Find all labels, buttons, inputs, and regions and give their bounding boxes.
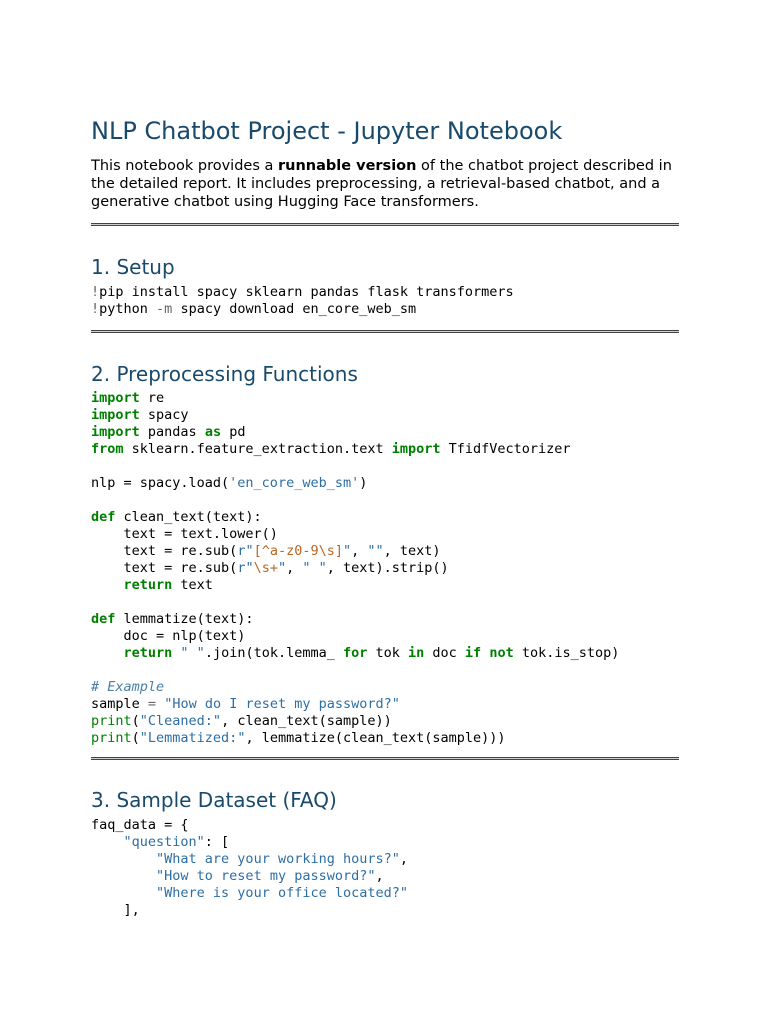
section-heading-preprocessing: 2. Preprocessing Functions [91,362,358,386]
section-heading-setup: 1. Setup [91,255,175,279]
code-block-dataset: faq_data = { "question": [ "What are your working hours?", "How to reset my password?", "Where is your office located?" ], [91,817,409,918]
intro-text-start: This notebook provides a [91,158,278,174]
intro-text-end: of the chatbot project described in the detailed report. It includes preprocessing, a retrieval-based chatbot, and a generative chatbot using Hugging Face transformers. [91,158,672,210]
intro-paragraph [91,157,691,211]
section-divider [91,757,679,760]
section-divider [91,223,679,226]
section-heading-dataset: 3. Sample Dataset (FAQ) [91,788,337,812]
code-block-preprocessing: import re import spacy import pandas as pd from sklearn.feature_extraction.text import TfidfVectorizer nlp = spacy.load('en_core_web_sm') def clean_text(text): text = text.lower() text = re.sub(r"[^a-z0-9\s]", "", text) text = re.sub(r"\s+", " ", text).strip() return text def lemmatize(text): doc = nlp(text) return " ".join(tok.lemma_ for tok in doc if not tok.is_stop) # Example sample = "How do I reset my password?" print("Cleaned:", clean_text(sample)) print("Lemmatized:", lemmatize(clean_text(sample))) [91,390,620,746]
section-divider [91,330,679,333]
page-title: NLP Chatbot Project - Jupyter Notebook [91,117,563,145]
code-block-setup: !pip install spacy sklearn pandas flask transformers !python -m spacy download en_core_web_sm [91,284,514,317]
intro-bold-text: runnable version [277,158,417,174]
